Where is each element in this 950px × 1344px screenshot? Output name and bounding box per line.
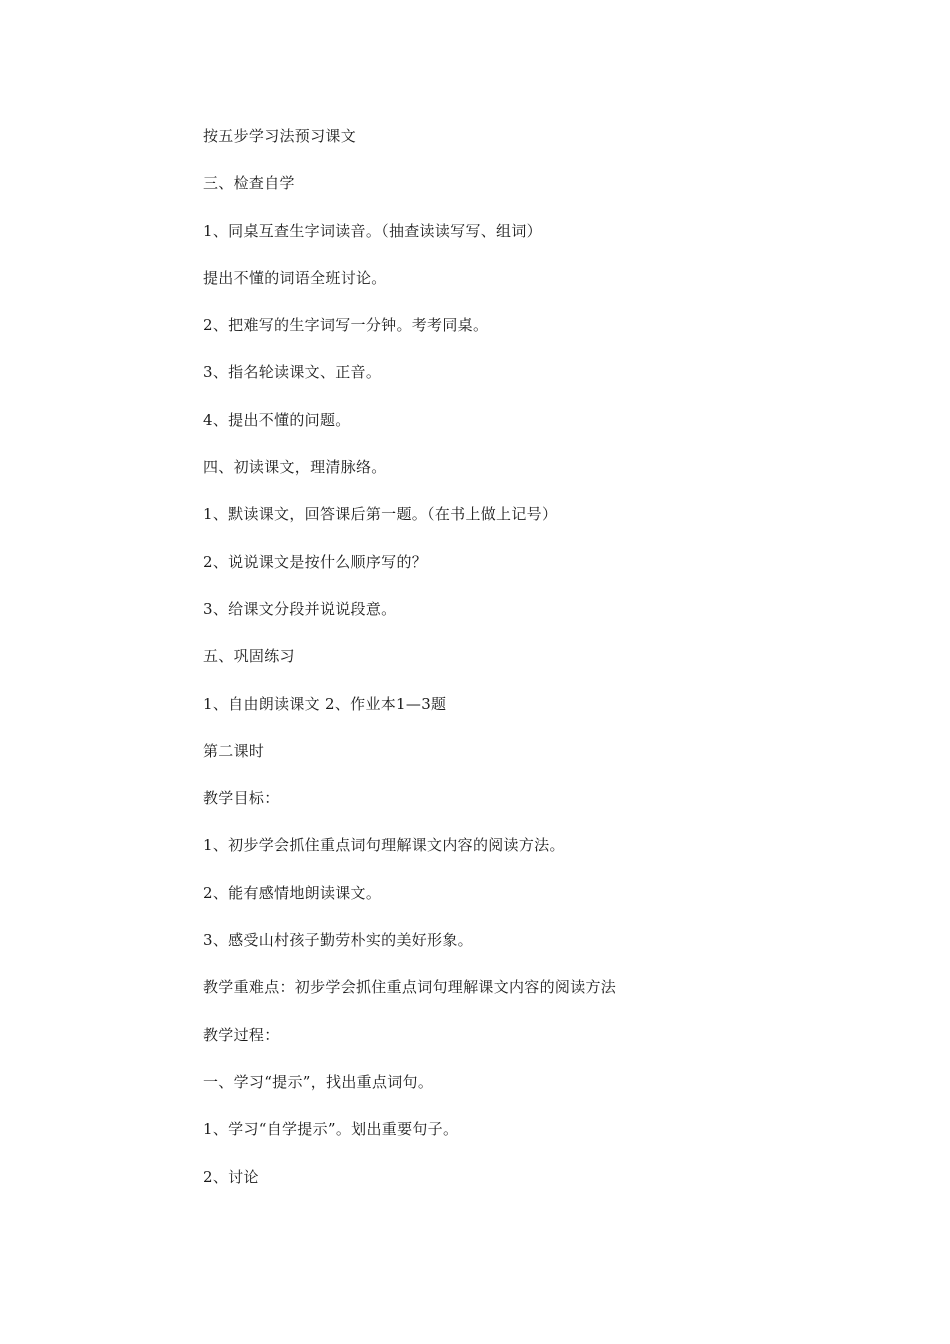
text-line: 1、学习“自学提示”。划出重要句子。	[203, 1120, 459, 1139]
document-body	[203, 124, 823, 1212]
text-line: 1、自由朗读课文 2、作业本1—3题	[203, 694, 447, 713]
text-line: 2、能有感情地朗读课文。	[203, 883, 382, 902]
section-heading: 一、学习“提示”，找出重点词句。	[203, 1072, 434, 1091]
text-line: 2、把难写的生字词写一分钟。考考同桌。	[203, 316, 489, 335]
text-line: 1、同桌互查生字词读音。（抽查读读写写、组词）	[203, 221, 542, 240]
text-line: 教学重难点：初步学会抓住重点词句理解课文内容的阅读方法	[203, 978, 617, 997]
text-line: 按五步学习法预习课文	[203, 127, 357, 145]
text-line: 2、说说课文是按什么顺序写的？	[203, 552, 428, 571]
text-line: 4、提出不懂的问题。	[203, 410, 351, 429]
lesson-heading: 第二课时	[203, 741, 265, 760]
section-heading: 教学过程：	[203, 1025, 280, 1044]
text-line: 2、讨论	[203, 1167, 259, 1186]
text-line: 1、默读课文，回答课后第一题。（在书上做上记号）	[203, 505, 558, 524]
section-heading: 教学目标：	[203, 789, 280, 808]
text-line: 3、给课文分段并说说段意。	[203, 599, 397, 618]
text-line: 1、初步学会抓住重点词句理解课文内容的阅读方法。	[203, 836, 565, 855]
text-line: 提出不懂的词语全班讨论。	[203, 268, 387, 287]
section-heading: 三、检查自学	[203, 174, 295, 193]
section-heading: 五、巩固练习	[203, 647, 295, 666]
text-line: 3、指名轮读课文、正音。	[203, 363, 382, 382]
text-line: 3、感受山村孩子勤劳朴实的美好形象。	[203, 931, 473, 950]
section-heading: 四、初读课文，理清脉络。	[203, 458, 387, 477]
